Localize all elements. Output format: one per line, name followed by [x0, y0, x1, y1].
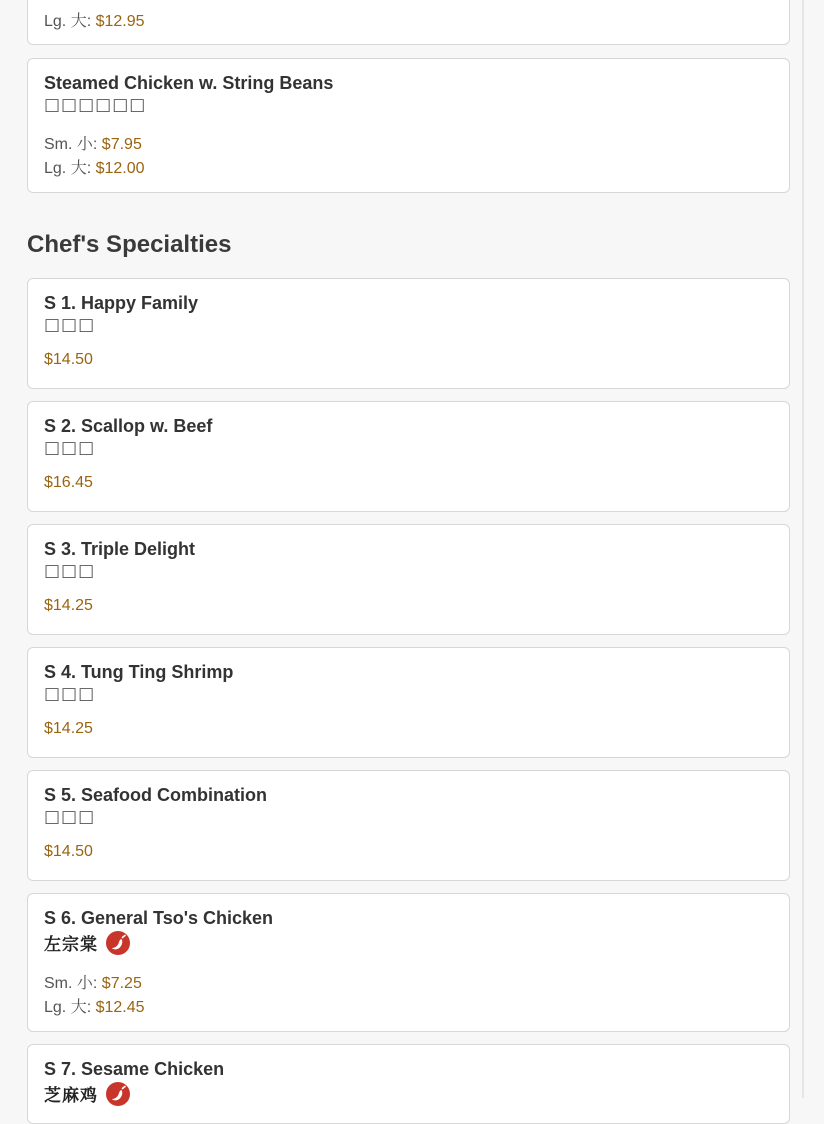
price: $7.95	[101, 136, 142, 153]
price-line	[44, 597, 93, 615]
menu-item-card[interactable]	[27, 0, 790, 45]
section-title: Chef's Specialties	[27, 231, 232, 258]
price-line	[44, 474, 93, 492]
size-label: Lg. 大:	[44, 160, 92, 177]
price: $12.00	[95, 160, 145, 177]
item-name: S 1. Happy Family	[44, 293, 199, 313]
item-chinese-name: 芝麻鸡	[44, 1086, 98, 1106]
price-line-large	[44, 994, 145, 1017]
menu-item-card[interactable]	[27, 770, 790, 881]
scrollbar-track[interactable]	[802, 0, 804, 1098]
price-line-large	[44, 8, 145, 31]
price-line	[44, 351, 93, 369]
item-name: Steamed Chicken w. String Beans	[44, 73, 334, 93]
item-name: S 2. Scallop w. Beef	[44, 416, 213, 436]
price-line-small	[44, 131, 142, 154]
price-line	[44, 720, 93, 738]
menu-item-card[interactable]	[27, 401, 790, 512]
price: $12.45	[95, 999, 145, 1016]
item-chinese-name-row	[44, 1081, 130, 1108]
menu-item-card[interactable]	[27, 647, 790, 758]
item-name: S 4. Tung Ting Shrimp	[44, 662, 234, 682]
item-chinese-name: □□□	[44, 684, 96, 704]
price: $7.25	[101, 975, 142, 992]
item-name: S 3. Triple Delight	[44, 539, 196, 559]
menu-item-card[interactable]	[27, 278, 790, 389]
item-chinese-name: 左宗棠	[44, 935, 98, 955]
item-chinese-name: □□□	[44, 315, 96, 335]
item-chinese-name: □□□	[44, 438, 96, 458]
price-line-small	[44, 970, 142, 993]
item-name: S 6. General Tso's Chicken	[44, 908, 274, 928]
size-label: Sm. 小:	[44, 136, 98, 153]
menu-item-card[interactable]	[27, 893, 790, 1032]
size-label: Sm. 小:	[44, 975, 98, 992]
price: $16.45	[44, 474, 93, 491]
item-chinese-name: □□□	[44, 561, 96, 581]
menu-item-card[interactable]	[27, 524, 790, 635]
item-chinese-name: □□□□□□	[44, 95, 147, 115]
price-line	[44, 843, 93, 861]
item-chinese-name: □□□	[44, 807, 96, 827]
item-name: S 7. Sesame Chicken	[44, 1059, 225, 1079]
menu-item-card[interactable]	[27, 58, 790, 193]
item-name: S 5. Seafood Combination	[44, 785, 268, 805]
price-line-large	[44, 155, 145, 178]
chili-pepper-icon	[106, 1082, 130, 1106]
chili-pepper-icon	[106, 931, 130, 955]
price: $12.95	[95, 13, 145, 30]
size-label: Lg. 大:	[44, 999, 92, 1016]
price: $14.50	[44, 351, 93, 368]
item-chinese-name-row	[44, 930, 130, 957]
price: $14.25	[44, 597, 93, 614]
size-label: Lg. 大:	[44, 13, 92, 30]
price: $14.50	[44, 843, 93, 860]
menu-item-card[interactable]	[27, 1044, 790, 1124]
price: $14.25	[44, 720, 93, 737]
